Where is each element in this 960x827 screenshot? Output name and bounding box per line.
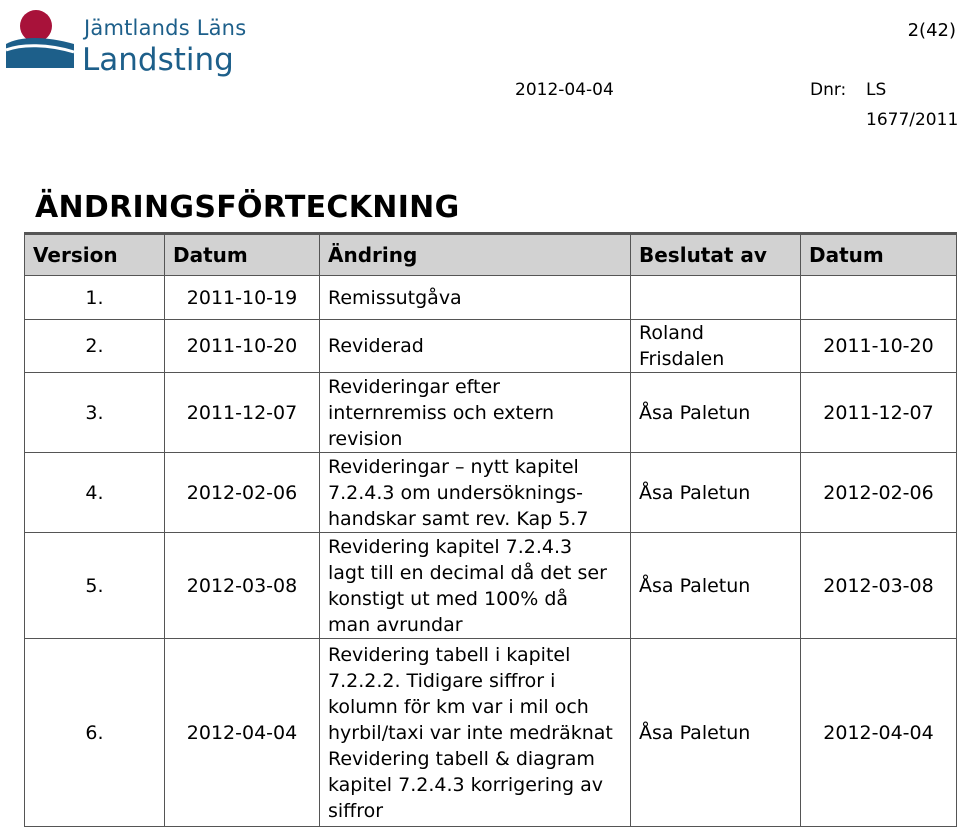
cell-date: 2011-10-20	[165, 320, 320, 373]
table-row	[25, 533, 957, 639]
dnr-prefix: LS	[866, 80, 887, 100]
change-text-line: Revidering tabell & diagram	[328, 747, 595, 770]
cell-date: 2012-04-04	[165, 639, 320, 827]
cell-date: 2012-03-08	[165, 533, 320, 639]
cell-change	[320, 373, 631, 453]
change-text-line: revision	[328, 427, 403, 450]
cell-decided-by	[631, 533, 801, 639]
decided-by-line: Roland	[639, 322, 704, 344]
cell-change	[320, 320, 631, 373]
header-version: Version	[25, 234, 165, 276]
table-row	[25, 320, 957, 373]
cell-date: 2011-10-19	[165, 276, 320, 320]
cell-version: 1.	[25, 276, 165, 320]
cell-change	[320, 533, 631, 639]
header-decided-date: Datum	[801, 234, 957, 276]
change-text-line: Revideringar efter	[328, 375, 500, 398]
decided-by-line: Åsa Paletun	[639, 481, 751, 504]
table-header-row	[25, 234, 957, 276]
change-text-line: internremiss och extern	[328, 401, 555, 424]
page-title: ÄNDRINGSFÖRTECKNING	[35, 190, 460, 225]
change-text-line: lagt till en decimal då det ser	[328, 561, 607, 584]
cell-version: 6.	[25, 639, 165, 827]
decided-by-line: Frisdalen	[639, 348, 725, 370]
change-text-line: 7.2.2.2. Tidigare siffror i	[328, 669, 556, 692]
change-text-line: Revideringar – nytt kapitel	[328, 455, 579, 478]
cell-version: 2.	[25, 320, 165, 373]
cell-decided-by	[631, 453, 801, 533]
cell-decided-date: 2011-10-20	[801, 320, 957, 373]
change-text-line: Reviderad	[328, 335, 424, 357]
table-row	[25, 453, 957, 533]
logo-text-line1: Jämtlands Läns	[84, 16, 247, 40]
cell-version: 4.	[25, 453, 165, 533]
landsting-logo	[6, 6, 246, 80]
decided-by-line: Åsa Paletun	[639, 574, 751, 597]
change-text-line: kolumn för km var i mil och	[328, 695, 589, 718]
change-log-table	[24, 232, 957, 827]
cell-decided-by	[631, 276, 801, 320]
change-text-line: siffror	[328, 799, 384, 822]
table-row	[25, 276, 957, 320]
cell-decided-date	[801, 276, 957, 320]
change-text-line: hyrbil/taxi var inte medräknat	[328, 721, 613, 744]
page-number: 2(42)	[907, 20, 956, 41]
header-decided-by: Beslutat av	[631, 234, 801, 276]
change-text-line: Remissutgåva	[328, 286, 462, 309]
cell-decided-date: 2012-03-08	[801, 533, 957, 639]
cell-version: 5.	[25, 533, 165, 639]
change-text-line: konstigt ut med 100% då	[328, 587, 569, 610]
cell-decided-date: 2012-04-04	[801, 639, 957, 827]
cell-decided-date: 2012-02-06	[801, 453, 957, 533]
cell-change	[320, 639, 631, 827]
cell-decided-date: 2011-12-07	[801, 373, 957, 453]
table-body	[25, 276, 957, 827]
logo-text-line2: Landsting	[82, 42, 234, 78]
cell-date: 2011-12-07	[165, 373, 320, 453]
change-text-line: Revidering tabell i kapitel	[328, 643, 571, 666]
header-date: Datum	[165, 234, 320, 276]
document-date: 2012-04-04	[515, 80, 614, 100]
dnr-number: 1677/2011	[866, 110, 959, 130]
table-row	[25, 373, 957, 453]
cell-date: 2012-02-06	[165, 453, 320, 533]
dnr-label: Dnr:	[810, 80, 847, 100]
cell-change	[320, 276, 631, 320]
cell-version: 3.	[25, 373, 165, 453]
change-text-line: Revidering kapitel 7.2.4.3	[328, 535, 573, 558]
cell-change	[320, 453, 631, 533]
decided-by-line: Åsa Paletun	[639, 401, 751, 424]
change-text-line: kapitel 7.2.4.3 korrigering av	[328, 773, 604, 796]
cell-decided-by	[631, 639, 801, 827]
logo-emblem-icon	[6, 6, 82, 78]
change-text-line: handskar samt rev. Kap 5.7	[328, 507, 589, 530]
cell-decided-by	[631, 320, 801, 373]
change-text-line: man avrundar	[328, 613, 463, 636]
decided-by-line: Åsa Paletun	[639, 721, 751, 744]
table-row	[25, 639, 957, 827]
cell-decided-by	[631, 373, 801, 453]
change-text-line: 7.2.4.3 om undersöknings-	[328, 481, 584, 504]
header-change: Ändring	[320, 234, 631, 276]
